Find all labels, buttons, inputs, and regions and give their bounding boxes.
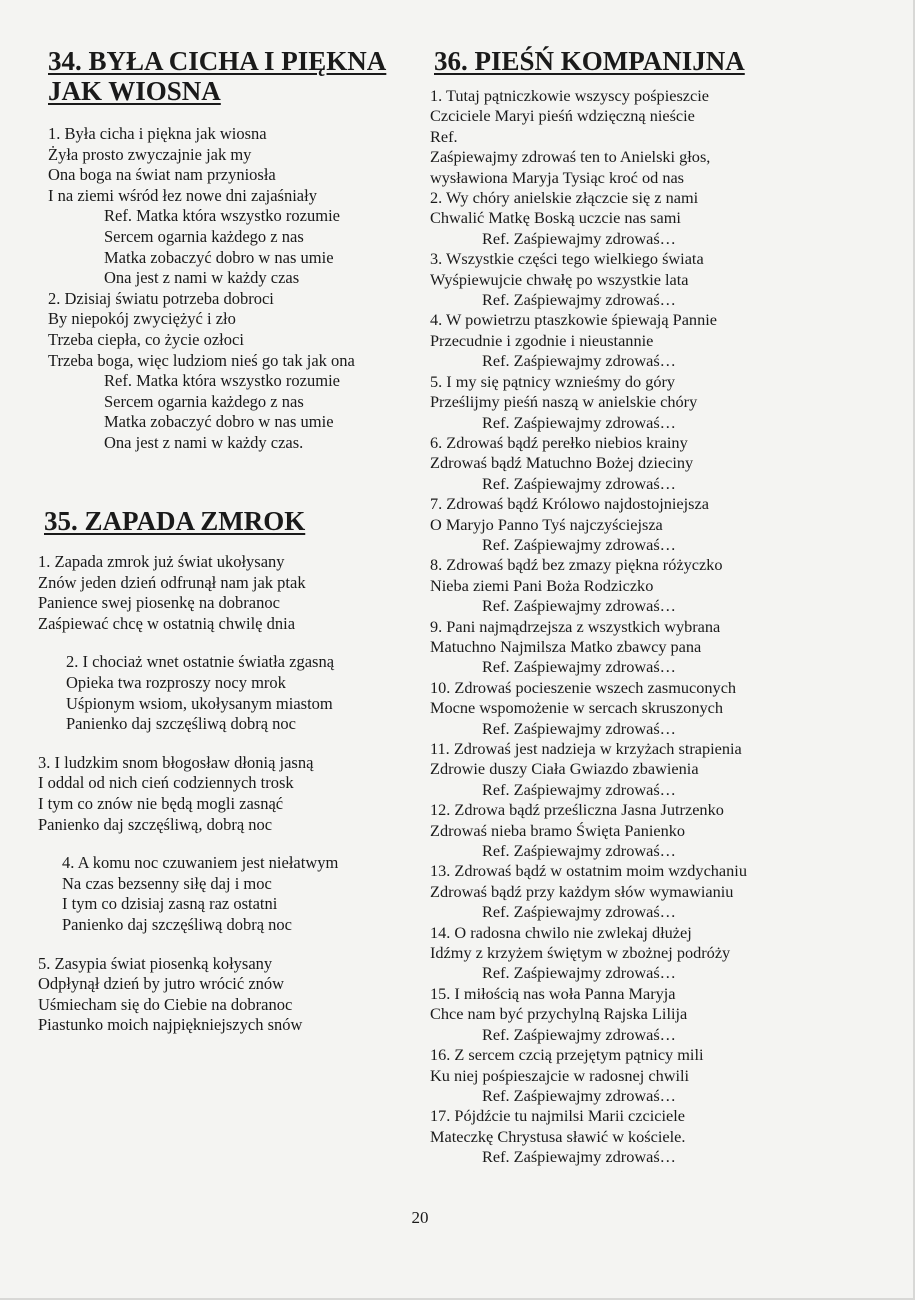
refrain-line: Ref. Zaśpiewajmy zdrowaś… xyxy=(482,1085,676,1105)
refrain-line: Matka zobaczyć dobro w nas umie xyxy=(104,412,334,432)
lyric-line: Przecudnie i zgodnie i nieustannie xyxy=(430,330,654,350)
lyric-line: Mocne wspomożenie w sercach skruszonych xyxy=(430,698,723,718)
song-title-block xyxy=(434,46,820,76)
lyric-line: 11. Zdrowaś jest nadzieja w krzyżach strapienia xyxy=(430,739,742,758)
lyric-line: By niepokój zwyciężyć i zło xyxy=(48,309,236,329)
song-title-block xyxy=(48,46,386,106)
song-title: 34. BYŁA CICHA I PIĘKNA xyxy=(48,46,387,76)
song-title: 36. PIEŚŃ KOMPANIJNA xyxy=(434,46,745,76)
lyric-line: 17. Pójdźcie tu najmilsi Marii czciciele xyxy=(430,1106,685,1126)
song-34-lyrics xyxy=(48,124,386,454)
lyric-line: 1. Zapada zmrok już świat ukołysany xyxy=(38,552,285,571)
lyric-line: Wyśpiewujcie chwałę po wszystkie lata xyxy=(430,269,689,289)
lyric-line: Uśmiecham się do Ciebie na dobranoc xyxy=(38,994,293,1014)
lyric-line: 15. I miłością nas woła Panna Maryja xyxy=(430,983,676,1003)
refrain-line: Ref. Zaśpiewajmy zdrowaś… xyxy=(482,902,676,922)
lyric-line: Chce nam być przychylną Rajska Lilija xyxy=(430,1004,688,1024)
lyric-line: 16. Z sercem czcią przejętym pątnicy mili xyxy=(430,1045,704,1065)
song-36 xyxy=(420,46,820,1168)
lyric-line: Uśpionym wsiom, ukołysanym miastom xyxy=(66,693,333,713)
lyric-line: I tym co dzisiaj zasną raz ostatni xyxy=(62,894,278,914)
lyric-line: Panienko daj szczęśliwą, dobrą noc xyxy=(38,814,273,834)
lyric-line: O Maryjo Panno Tyś najczyściejsza xyxy=(430,514,663,534)
lyric-line: 6. Zdrowaś bądź perełko niebios krainy xyxy=(430,432,688,452)
refrain-line: Ref. Matka która wszystko rozumie xyxy=(104,206,340,226)
refrain-line: Ona jest z nami w każdy czas. xyxy=(104,432,304,452)
lyric-line: Prześlijmy pieśń naszą w anielskie chóry xyxy=(430,392,698,412)
lyric-line: Chwalić Matkę Boską uczcie nas sami xyxy=(430,208,681,228)
song-34 xyxy=(38,46,386,454)
refrain-line: Ref. Matka która wszystko rozumie xyxy=(104,371,340,391)
page-number: 20 xyxy=(411,1208,429,1227)
stanza-gap xyxy=(38,735,338,753)
lyric-line: 8. Zdrowaś bądź bez zmazy piękna różyczko xyxy=(430,555,723,575)
lyric-line: Ona boga na świat nam przyniosła xyxy=(48,165,276,185)
lyric-line: 4. A komu noc czuwaniem jest niełatwym xyxy=(62,853,339,873)
refrain-line: Ref. Zaśpiewajmy zdrowaś… xyxy=(482,657,676,677)
lyric-line: 1. Tutaj pątniczkowie wszyscy pośpieszcie xyxy=(430,86,709,105)
lyric-line: 3. I ludzkim snom błogosław dłonią jasną xyxy=(38,752,314,772)
refrain-line: Ref. Zaśpiewajmy zdrowaś… xyxy=(482,290,676,310)
lyric-line: 5. Zasypia świat piosenką kołysany xyxy=(38,953,273,973)
refrain-line: Ref. Zaśpiewajmy zdrowaś… xyxy=(482,412,676,432)
song-35 xyxy=(38,506,338,1036)
refrain-line: Ref. Zaśpiewajmy zdrowaś… xyxy=(482,1147,676,1167)
refrain-line: Ref. Zaśpiewajmy zdrowaś… xyxy=(482,351,676,371)
song-36-lyrics xyxy=(430,86,820,1168)
lyric-line: 5. I my się pątnicy wznieśmy do góry xyxy=(430,371,676,391)
lyric-line: Zaśpiewajmy zdrowaś ten to Anielski głos, xyxy=(430,147,711,167)
refrain-line: Ref. Zaśpiewajmy zdrowaś… xyxy=(482,963,676,983)
lyric-line: Trzeba ciepła, co życie ozłoci xyxy=(48,329,244,349)
refrain-line: Ref. Zaśpiewajmy zdrowaś… xyxy=(482,473,676,493)
refrain-line: Ona jest z nami w każdy czas xyxy=(104,268,300,288)
refrain-line: Matka zobaczyć dobro w nas umie xyxy=(104,247,334,267)
lyric-line: Na czas bezsenny siłę daj i moc xyxy=(62,873,272,893)
lyric-line: Ref. xyxy=(430,126,458,146)
lyric-line: Idźmy z krzyżem świętym w zbożnej podróży xyxy=(430,943,731,963)
lyric-line: 1. Była cicha i piękna jak wiosna xyxy=(48,124,267,143)
lyric-line: Nieba ziemi Pani Boża Rodziczko xyxy=(430,575,654,595)
refrain-line: Ref. Zaśpiewajmy zdrowaś… xyxy=(482,596,676,616)
lyric-line: 13. Zdrowaś bądź w ostatnim moim wzdychaniu xyxy=(430,861,747,881)
song-title: 35. ZAPADA ZMROK xyxy=(44,506,306,536)
lyric-line: Zaśpiewać chcę w ostatnią chwilę dnia xyxy=(38,613,296,633)
lyric-line: Trzeba boga, więc ludziom nieś go tak jak ona xyxy=(48,350,355,370)
lyric-line: Zdrowaś bądź Matuchno Bożej dzieciny xyxy=(430,453,694,473)
lyric-line: I na ziemi wśród łez nowe dni zajaśniały xyxy=(48,185,317,205)
right-column xyxy=(420,46,820,1168)
lyric-line: Żyła prosto zwyczajnie jak my xyxy=(48,144,252,164)
lyric-line: Mateczkę Chrystusa sławić w kościele. xyxy=(430,1126,686,1146)
lyric-line: I tym co znów nie będą mogli zasnąć xyxy=(38,793,284,813)
lyric-line: Odpłynął dzień by jutro wrócić znów xyxy=(38,974,285,994)
lyric-line: Panience swej piosenkę na dobranoc xyxy=(38,593,280,613)
refrain-line: Ref. Zaśpiewajmy zdrowaś… xyxy=(482,841,676,861)
refrain-line: Sercem ogarnia każdego z nas xyxy=(104,226,304,246)
lyric-line: Panienko daj szczęśliwą dobrą noc xyxy=(66,714,297,734)
lyric-line: Zdrowaś nieba bramo Święta Panienko xyxy=(430,820,686,840)
refrain-line: Ref. Zaśpiewajmy zdrowaś… xyxy=(482,1024,676,1044)
lyric-line: Znów jeden dzień odfrunął nam jak ptak xyxy=(38,572,306,592)
lyric-line: Zdrowie duszy Ciała Gwiazdo zbawienia xyxy=(430,759,699,779)
refrain-line: Ref. Zaśpiewajmy zdrowaś… xyxy=(482,534,676,554)
lyric-line: Piastunko moich najpiękniejszych snów xyxy=(38,1015,303,1035)
lyric-line: Czciciele Maryi pieśń wdzięczną nieście xyxy=(430,106,695,126)
lyric-line: 9. Pani najmądrzejsza z wszystkich wybrana xyxy=(430,616,721,636)
lyric-line: Matuchno Najmilsza Matko zbawcy pana xyxy=(430,636,702,656)
lyric-line: 4. W powietrzu ptaszkowie śpiewają Pannie xyxy=(430,310,717,330)
stanza-gap xyxy=(38,634,338,652)
refrain-line: Ref. Zaśpiewajmy zdrowaś… xyxy=(482,779,676,799)
stanza-gap xyxy=(38,835,338,853)
song-title-continued: JAK WIOSNA xyxy=(48,76,221,106)
lyric-line: I oddal od nich cień codziennych trosk xyxy=(38,773,294,793)
lyric-line: Ku niej pośpieszajcie w radosnej chwili xyxy=(430,1065,690,1085)
song-35-lyrics xyxy=(38,552,338,1036)
lyric-line: 7. Zdrowaś bądź Królowo najdostojniejsza xyxy=(430,494,709,514)
lyric-line: 2. Dzisiaj światu potrzeba dobroci xyxy=(48,288,274,308)
lyric-line: Zdrowaś bądź przy każdym słów wymawianiu xyxy=(430,881,734,901)
refrain-line: Sercem ogarnia każdego z nas xyxy=(104,391,304,411)
lyric-line: 3. Wszystkie części tego wielkiego świata xyxy=(430,249,704,269)
lyric-line: 10. Zdrowaś pocieszenie wszech zasmuconych xyxy=(430,677,737,697)
lyric-line: wysławiona Maryja Tysiąc kroć od nas xyxy=(430,167,685,187)
song-title-block xyxy=(44,506,338,536)
lyric-line: 2. Wy chóry anielskie złączcie się z nami xyxy=(430,188,699,208)
refrain-line: Ref. Zaśpiewajmy zdrowaś… xyxy=(482,718,676,738)
lyric-line: 2. I chociaż wnet ostatnie światła zgasną xyxy=(66,652,335,672)
lyric-line: 12. Zdrowa bądź prześliczna Jasna Jutrzenko xyxy=(430,800,724,820)
stanza-gap xyxy=(38,936,338,954)
lyric-line: Panienko daj szczęśliwą dobrą noc xyxy=(62,914,293,934)
lyric-line: 14. O radosna chwilo nie zwlekaj dłużej xyxy=(430,922,692,942)
refrain-line: Ref. Zaśpiewajmy zdrowaś… xyxy=(482,228,676,248)
lyric-line: Opieka twa rozproszy nocy mrok xyxy=(66,672,286,692)
